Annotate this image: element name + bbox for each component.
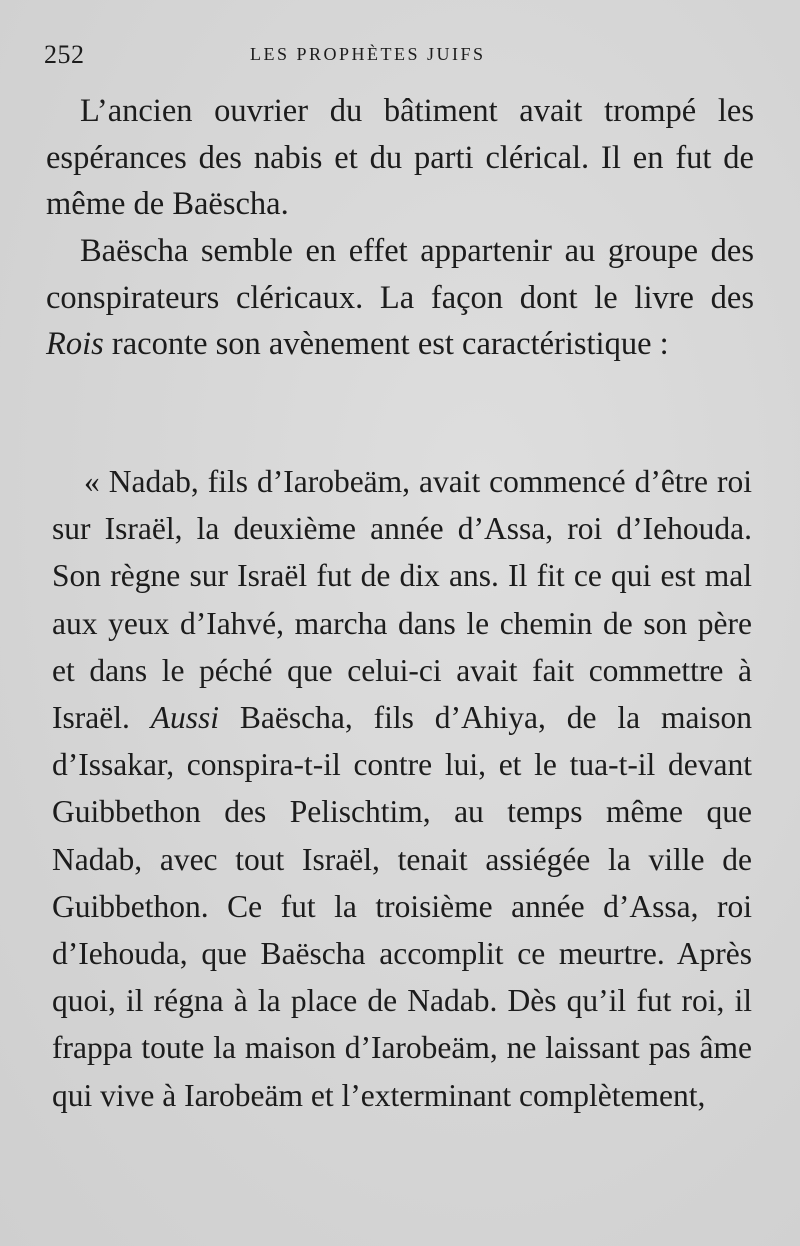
running-title: LES PROPHÈTES JUIFS — [250, 44, 486, 64]
page-number: 252 — [44, 40, 85, 69]
paragraph-1-container — [46, 88, 754, 228]
paragraph-2 — [46, 228, 754, 368]
book-title-rois: Rois — [46, 326, 104, 362]
paragraph-2-text-end: raconte son avènement est caractéristique : — [103, 326, 669, 362]
quotation-container — [52, 458, 752, 1119]
quotation-text-end: Baëscha, fils d’Ahiya, de la maison d’Issakar, conspira-t-il contre lui, et le tua-t-il devant Guibbethon des Pelischtim, au temps même que Nadab, avec tout Israël, tenait assiégée la ville de Guibbethon. Ce fut la troisième année d’Assa, roi d’Iehouda, que Baëscha accomplit ce meurtre. Après quoi, il régna à la place de Nadab. Dès qu’il fut roi, il frappa toute la maison d’Iarobeäm, ne laissant pas âme qui vive à Iarobeäm et l’exterminant complètement, — [52, 700, 753, 1113]
italic-word-aussi: Aussi — [150, 700, 219, 736]
paragraph-2-container — [46, 228, 754, 368]
quotation-text-start: « Nadab, fils d’Iarobeäm, avait commencé d’être roi sur Israël, la deuxième année d’Assa, roi d’Iehouda. Son règne sur Israël fut de dix ans. Il fit ce qui est mal aux yeux d’Iahvé, marcha dans le chemin de son père et dans le péché que celui-ci avait fait commettre à Israël. — [52, 464, 752, 736]
paragraph-1: L’ancien ouvrier du bâtiment avait trompé les espérances des nabis et du parti clérical. Il en fut de même de Baëscha. — [46, 93, 754, 222]
page-header — [44, 36, 744, 70]
quotation-paragraph — [52, 458, 752, 1119]
paragraph-2-text-start: Baëscha semble en effet appartenir au groupe des conspirateurs cléricaux. La façon dont le livre des — [46, 233, 754, 316]
